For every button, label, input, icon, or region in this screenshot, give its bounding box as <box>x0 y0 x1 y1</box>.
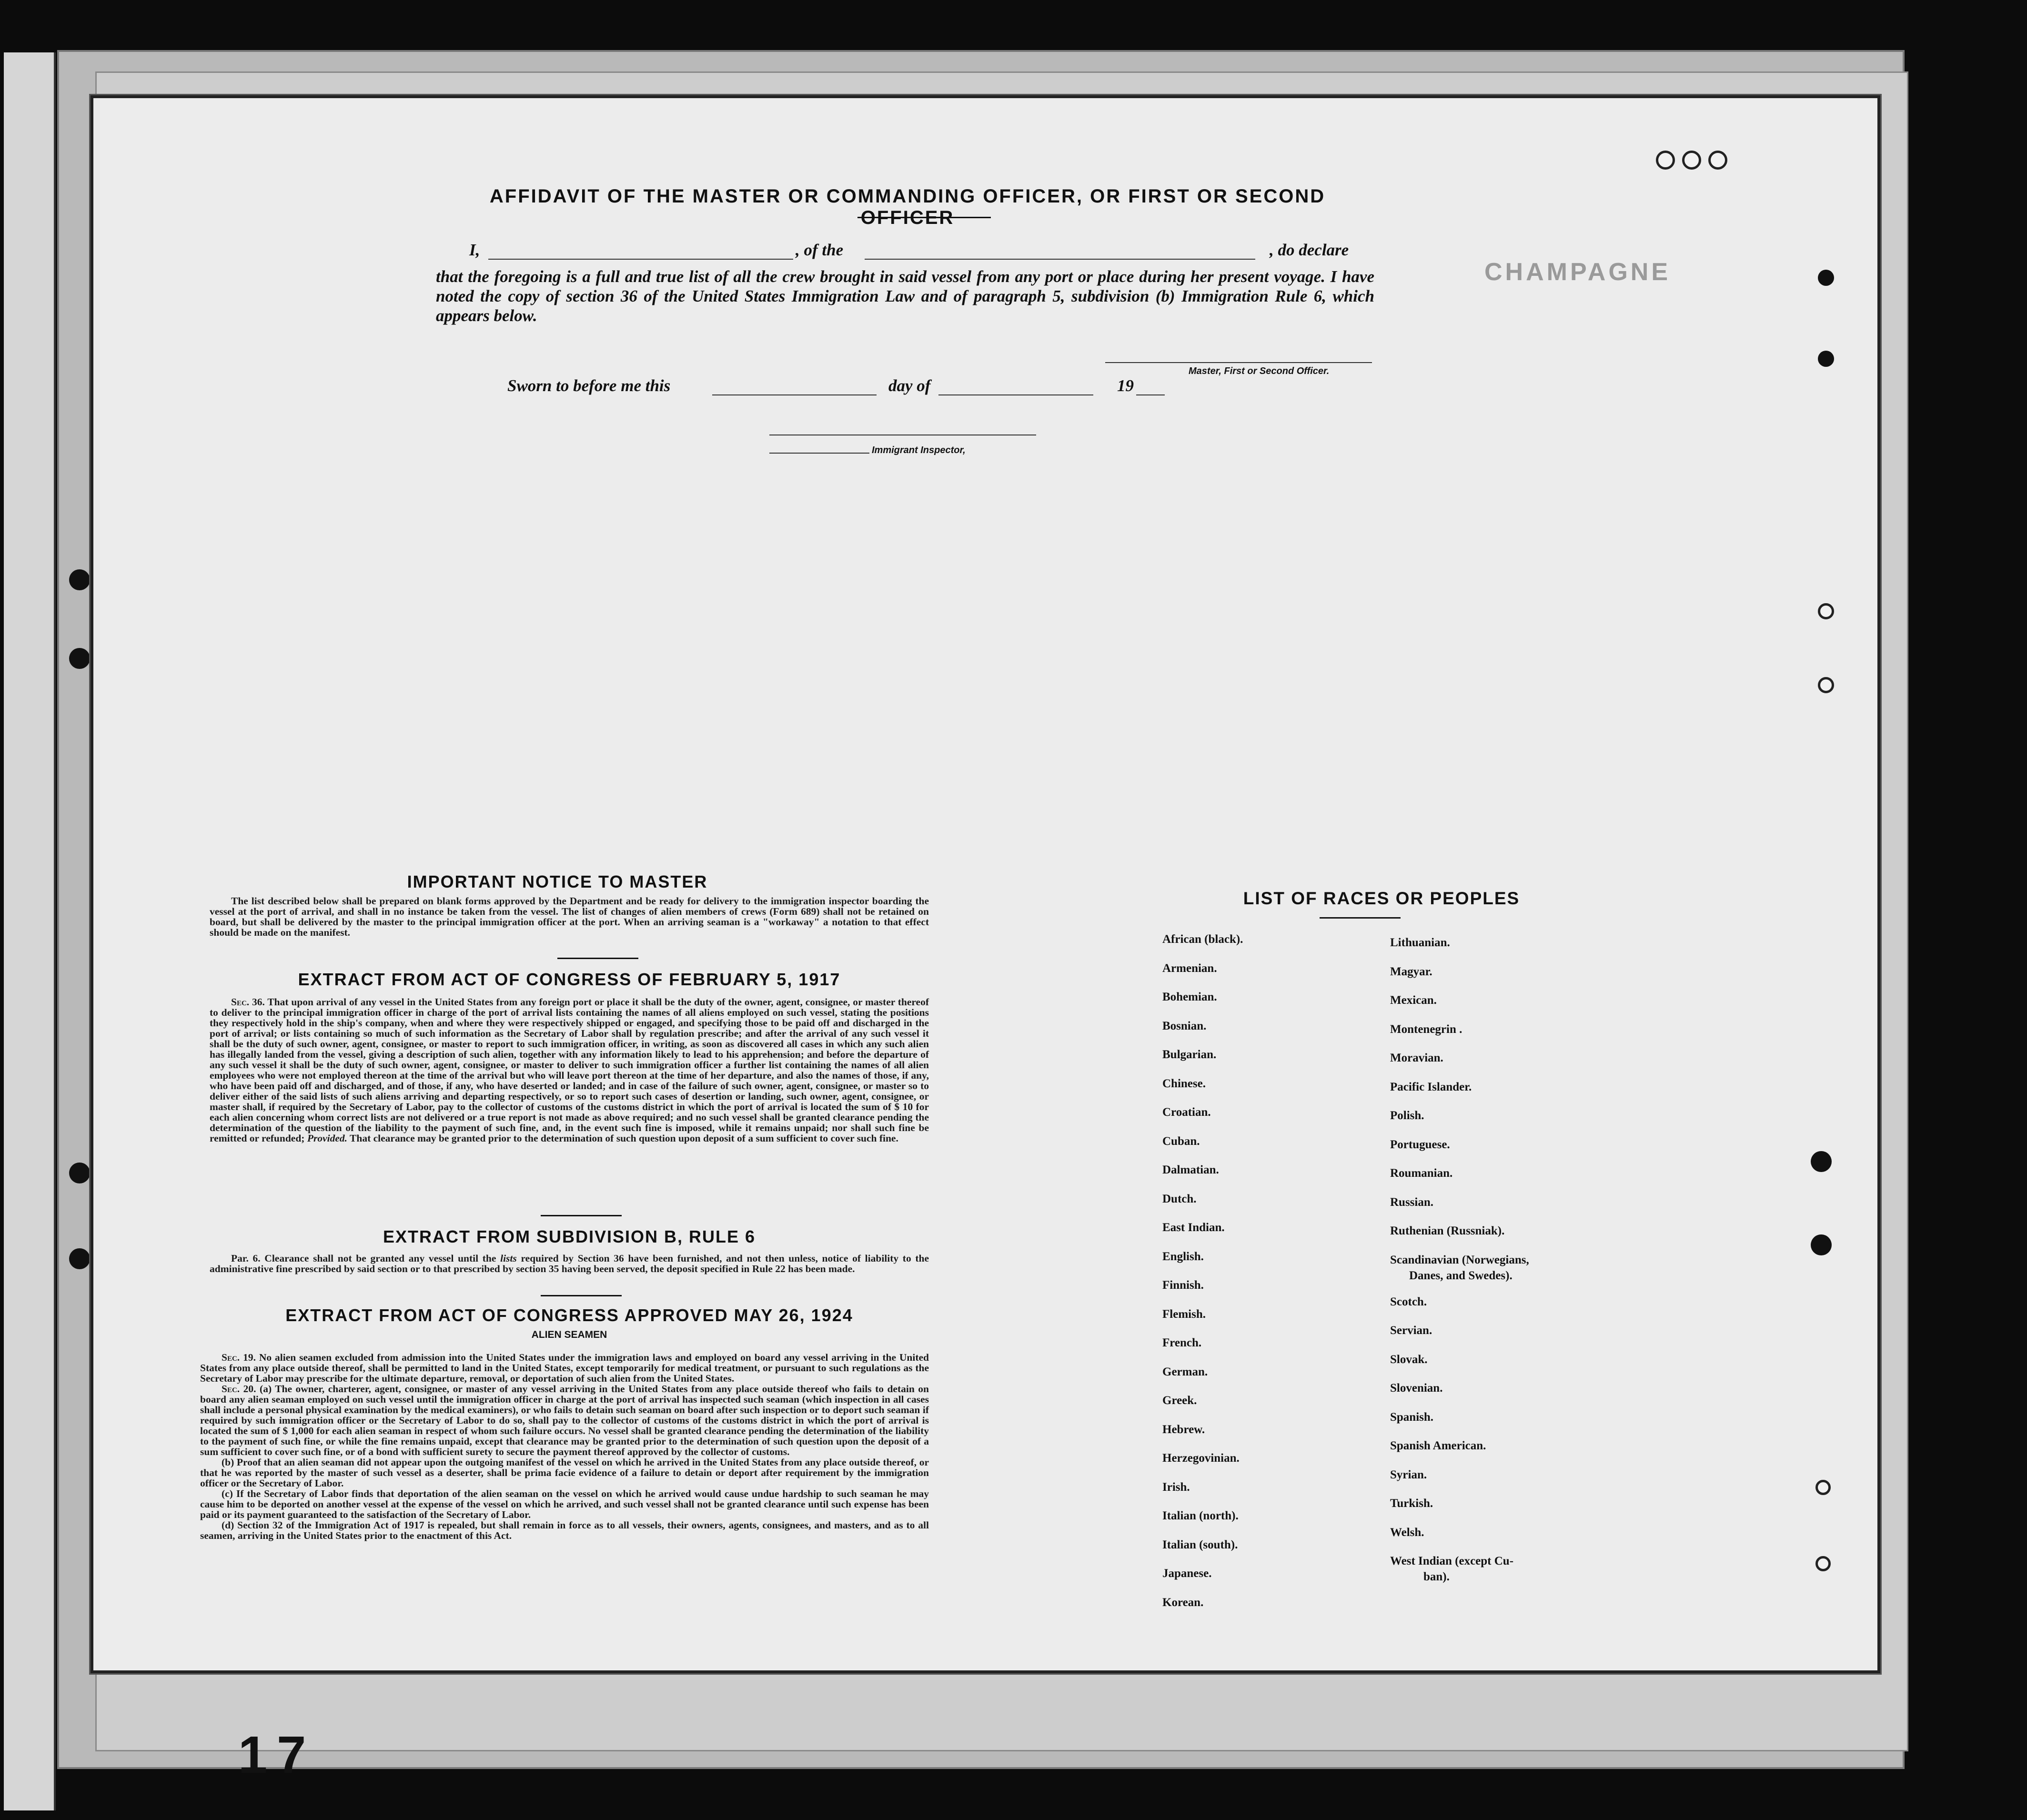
signature-caption: Master, First or Second Officer. <box>1189 366 1330 376</box>
declaration-line-1 <box>469 241 1374 264</box>
binder-hole-icon <box>69 1163 90 1183</box>
year-blank[interactable] <box>1136 394 1165 395</box>
inspector-line-2 <box>769 453 869 454</box>
sheet-number: 17 <box>238 1726 316 1784</box>
name-blank[interactable] <box>488 259 793 260</box>
notice-title: IMPORTANT NOTICE TO MASTER <box>407 872 708 891</box>
extract-1917-text <box>210 997 929 1143</box>
rule6-text-a: Clearance shall not be granted any vessel until the <box>264 1253 496 1264</box>
punch-hole-icon <box>1818 677 1834 693</box>
race-item: Servian. <box>1390 1324 1432 1337</box>
extract-1924-subtitle: ALIEN SEAMEN <box>531 1329 607 1340</box>
races-left-column <box>1162 933 1362 1625</box>
par-label: Par. 6. <box>231 1253 261 1264</box>
race-item: Syrian. <box>1390 1468 1427 1481</box>
sec20c-paragraph: (c) If the Secretary of Labor finds that deportation of the alien seaman on the vessel on which he arrived would cause undue hardship to such seaman he may cause him to be deported on another vessel at the expense of the vessel on which he arrived, and such vessel shall not be granted clearance until such expense has been paid or its payment guaranteed to the satisfaction of the Secretary of Labor. <box>200 1488 929 1520</box>
declaration-body <box>436 267 1374 325</box>
sec20d-paragraph: (d) Section 32 of the Immigration Act of 1917 is repealed, but shall remain in force as to all vessels, their owners, agents, consignees, and masters, and as to all seamen, arriving in the United States prior to the enactment of this Act. <box>200 1519 929 1541</box>
race-item: Magyar. <box>1390 965 1432 978</box>
punch-hole-icon <box>1818 351 1834 367</box>
race-item: Flemish. <box>1162 1307 1206 1321</box>
race-item: Chinese. <box>1162 1077 1206 1090</box>
notice-text: The list described below shall be prepared on blank forms approved by the Department and be ready for delivery to the immigration inspector boarding the vessel at the port of arrival, and shall in no instance be taken from the vessel. The list of changes of alien members of crews (Form 689) shall not be retained on board, but shall be delivered by the master to the principal immigration officer at the port. When an arriving seaman is a "workaway" a notation to that effect should be made on the manifest. <box>210 895 929 938</box>
race-item: Bulgarian. <box>1162 1048 1217 1061</box>
race-item: Armenian. <box>1162 961 1217 975</box>
race-item: East Indian. <box>1162 1221 1225 1234</box>
races-right-column <box>1390 936 1638 1599</box>
binder-hole-icon <box>69 569 90 590</box>
sec20b-paragraph: (b) Proof that an alien seaman did not appear upon the outgoing manifest of the vessel on which he arrived in the United States from any place outside thereof, or that he was reported by the master of such vessel as a deserter, shall be prima facie evidence of a failure to detain or deport after requirement by the immigration officer or the Secretary of Labor. <box>200 1456 929 1489</box>
race-item: Turkish. <box>1390 1497 1433 1510</box>
binder-edge <box>4 52 56 1810</box>
race-item: Croatian. <box>1162 1106 1211 1119</box>
race-item: Scandinavian (Norwegians, <box>1390 1253 1529 1266</box>
race-item: German. <box>1162 1365 1208 1378</box>
punch-hole-icon <box>1815 1480 1831 1495</box>
proviso-label: Provided. <box>307 1132 348 1144</box>
race-item: Italian (north). <box>1162 1509 1239 1522</box>
race-item: Dalmatian. <box>1162 1163 1219 1176</box>
lists-term: lists <box>500 1253 517 1264</box>
race-item: Portuguese. <box>1390 1138 1450 1151</box>
divider <box>557 958 638 959</box>
race-item: Cuban. <box>1162 1134 1200 1148</box>
day-of-label: day of <box>888 376 931 395</box>
signature-line[interactable] <box>1105 362 1372 363</box>
race-item: Japanese. <box>1162 1567 1212 1580</box>
extract-1917-body <box>210 997 929 1143</box>
race-item: Polish. <box>1390 1109 1424 1122</box>
race-item: Irish. <box>1162 1480 1190 1494</box>
extract-rule6-body <box>210 1253 929 1274</box>
of-the-label: , of the <box>796 241 844 259</box>
race-item: Roumanian. <box>1390 1167 1453 1180</box>
race-item: Montenegrin . <box>1390 1022 1462 1036</box>
race-item: Bosnian. <box>1162 1019 1207 1032</box>
race-item: Hebrew. <box>1162 1423 1205 1436</box>
divider <box>541 1295 622 1296</box>
race-item: Dutch. <box>1162 1192 1197 1205</box>
punch-hole-icon <box>1656 151 1675 170</box>
sec19-paragraph <box>200 1352 929 1384</box>
sec19-label: Sec. 19. <box>222 1352 256 1363</box>
race-item: English. <box>1162 1250 1204 1263</box>
race-item: Slovenian. <box>1390 1382 1443 1395</box>
extract-rule6-title: EXTRACT FROM SUBDIVISION B, RULE 6 <box>383 1227 756 1246</box>
showthrough-text: CHAMPAGNE <box>1484 258 1671 286</box>
race-item: Danes, and Swedes). <box>1409 1269 1513 1282</box>
sworn-month-blank[interactable] <box>938 394 1093 395</box>
section-36-text: That upon arrival of any vessel in the United States from any foreign port or place it shall be the duty of the owner, agent, consignee, or master thereof to deliver to the principal immigration officer in charge of the port of arrival lists containing the names of all aliens employed on such vessel, stating the positions they respectively hold in the ship's company, when and where they were respectively shipped or engaged, and specifying those to be paid off and discharged in the port of arrival; or lists containing so much of such information as the Secretary of Labor shall by regulation prescribe; and after the arrival of any such vessel it shall be the duty of such owner, agent, consignee, or master to report to such immigration officer, in writing, as soon as discovered all cases in which any such alien has illegally landed from the vessel, giving a description of such alien, together with any information likely to lead to his apprehension; and before the departure of any such vessel it shall be the duty of such owner, agent, consignee, or master to deliver to such immigration officer a further list containing the names of all alien employees who were not employed thereon at the time of the arrival but who will leave port thereon at the time of her departure, and also the names of those, if any, who have been paid off and discharged, and of those, if any, who have deserted or landed; and in case of the failure of such owner, agent, consignee, or master so to deliver either of the said lists of such aliens arriving and departing respectively, or so to report such cases of desertion or landing, such owner, agent, consignee, or master shall, if required by the Secretary of Labor, pay to the collector of customs of the customs district in which the port of arrival is located the sum of $ 10 for each alien concerning whom correct lists are not delivered or a true report is not made as above required; and no such vessel shall be granted clearance pending the determination of the question of the liability to the payment of such fine, and, in the event such fine is imposed, while it remains unpaid; nor shall such fine be remitted or refunded; <box>210 996 929 1144</box>
title-underline <box>857 217 991 218</box>
race-item: Ruthenian (Russniak). <box>1390 1224 1505 1237</box>
extract-1924-title: EXTRACT FROM ACT OF CONGRESS APPROVED MAY 26, 1924 <box>285 1305 853 1325</box>
race-item: ban). <box>1423 1570 1450 1583</box>
race-item: Slovak. <box>1390 1353 1428 1366</box>
extract-1924-body <box>200 1352 929 1541</box>
races-title: LIST OF RACES OR PEOPLES <box>1243 889 1520 908</box>
punch-hole-icon <box>1818 270 1834 286</box>
declaration-text: that the foregoing is a full and true list of all the crew brought in said vessel from any port or place during her present voyage. I have noted the copy of section 36 of the United States Immigration Law and of paragraph 5, subdivision (b) Immigration Rule 6, which appears below. <box>436 267 1374 325</box>
do-declare-label: , do declare <box>1270 241 1349 259</box>
binder-hole-icon <box>69 1248 90 1269</box>
race-item: Lithuanian. <box>1390 936 1450 949</box>
race-item: Moravian. <box>1390 1052 1443 1064</box>
punch-hole-icon <box>1818 603 1834 619</box>
section-36-tail: That clearance may be granted prior to the determination of such question upon deposit of a sum sufficient to cover such fine. <box>350 1132 898 1144</box>
race-item: West Indian (except Cu- <box>1390 1555 1514 1567</box>
race-item: Italian (south). <box>1162 1538 1238 1551</box>
sec20a-text: (a) The owner, charterer, agent, consignee, or master of any vessel arriving in the United States from any place outside thereof who fails to detain on board any alien seaman employed on such vessel until the immigration officer in charge at the port of arrival has inspected such seaman (which inspection in all cases shall include a personal physical examination by the medical examiners), or who fails to detain such seaman on board after such inspection or to deport such seaman if required by such immigration officer or the Secretary of Labor to do so, shall pay to the collector of customs of the customs district in which the port of arrival is located the sum of $ 1,000 for each alien seaman in respect of whom such failure occurs. No vessel shall be granted clearance pending the determination of the liability to the payment of such fine, or while the fine remains unpaid, except that clearance may be granted prior to the determination of such question upon the deposit of a sum sufficient to cover such fine, or of a bond with sufficient surety to secure the payment thereof approved by the collector of customs. <box>200 1383 929 1457</box>
race-item: Finnish. <box>1162 1279 1204 1292</box>
race-item: Greek. <box>1162 1394 1197 1407</box>
race-item: Russian. <box>1390 1195 1434 1209</box>
notice-body <box>210 896 929 938</box>
binder-hole-icon <box>69 648 90 669</box>
race-item: Bohemian. <box>1162 991 1217 1003</box>
race-item: Spanish American. <box>1390 1439 1486 1452</box>
race-item: Herzegovinian. <box>1162 1452 1240 1465</box>
year-label: 19 <box>1117 376 1134 395</box>
races-title-underline <box>1320 917 1401 919</box>
punch-hole-icon <box>1811 1151 1832 1172</box>
race-item: Pacific Islander. <box>1390 1080 1472 1093</box>
divider <box>541 1215 622 1216</box>
sec20a-paragraph <box>200 1384 929 1457</box>
extract-1917-title: EXTRACT FROM ACT OF CONGRESS OF FEBRUARY 5, 1917 <box>298 970 841 989</box>
race-item: Scotch. <box>1390 1295 1427 1308</box>
race-item: Korean. <box>1162 1596 1204 1609</box>
race-item: Spanish. <box>1390 1410 1434 1424</box>
punch-hole-icon <box>1815 1556 1831 1571</box>
sec19-text: No alien seamen excluded from admission into the United States under the immigration laws and employed on board any vessel arriving in the United States from any place outside thereof, shall be permitted to land in the United States, except temporarily for medical treatment, or pursuant to such regulations as the Secretary of Labor may prescribe for the ultimate departure, removal, or deportation of such alien from the United States. <box>200 1352 929 1384</box>
sec20-label: Sec. 20. <box>222 1383 256 1395</box>
sworn-line <box>507 376 1174 400</box>
inspector-caption: Immigrant Inspector, <box>872 445 966 455</box>
race-item: Mexican. <box>1390 994 1437 1007</box>
punch-hole-icon <box>1708 151 1727 170</box>
race-item: African (black). <box>1162 933 1243 946</box>
race-item: Welsh. <box>1390 1526 1424 1539</box>
rule6-text-b: required by Section 36 have been furnished, and not then unless, notice of liability to the administrative fine prescribed by said section or to that prescribed by section 35 having been served, the deposit specified in Rule 22 has been made. <box>210 1253 929 1274</box>
punch-hole-icon <box>1682 151 1701 170</box>
vessel-blank[interactable] <box>865 259 1255 260</box>
race-item: French. <box>1162 1336 1202 1349</box>
punch-hole-icon <box>1811 1234 1832 1255</box>
declarant-i: I, <box>469 241 480 259</box>
extract-rule6-text <box>210 1253 929 1274</box>
section-label: Sec. 36. <box>231 996 265 1008</box>
sworn-day-blank[interactable] <box>712 394 877 395</box>
sworn-label: Sworn to before me this <box>507 376 671 395</box>
affidavit-title: AFFIDAVIT OF THE MASTER OR COMMANDING OFFICER, OR FIRST OR SECOND OFFICER <box>489 186 1326 228</box>
